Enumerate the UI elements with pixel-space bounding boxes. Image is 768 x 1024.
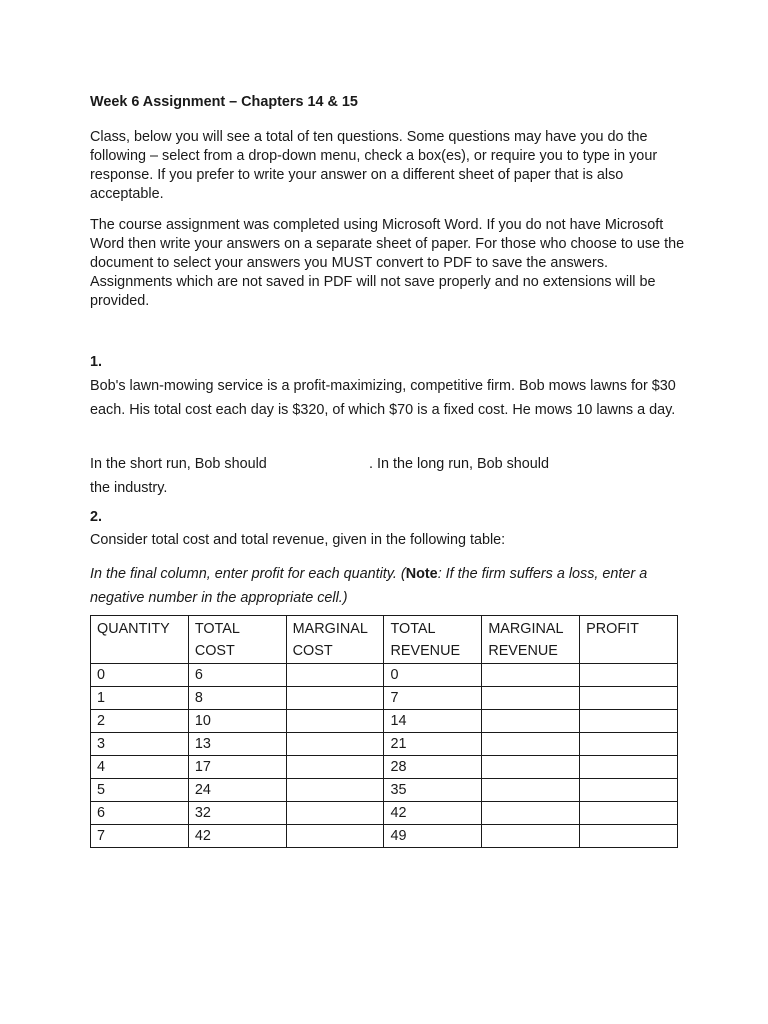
total-revenue-cell: 28 (384, 756, 482, 779)
total-cost-cell: 8 (188, 687, 286, 710)
marginal-cost-cell[interactable] (286, 825, 384, 848)
total-revenue-cell: 21 (384, 733, 482, 756)
marginal-cost-cell[interactable] (286, 802, 384, 825)
quantity-cell: 6 (91, 802, 189, 825)
quantity-cell: 1 (91, 687, 189, 710)
question-1-short-run-label: In the short run, Bob should (90, 456, 267, 472)
quantity-cell: 4 (91, 756, 189, 779)
marginal-cost-cell[interactable] (286, 779, 384, 802)
marginal-cost-cell[interactable] (286, 756, 384, 779)
total-revenue-cell: 35 (384, 779, 482, 802)
marginal-cost-cell[interactable] (286, 664, 384, 687)
total-cost-cell: 10 (188, 710, 286, 733)
page-title: Week 6 Assignment – Chapters 14 & 15 (90, 94, 358, 110)
marginal-revenue-cell[interactable] (482, 733, 580, 756)
header-quantity: QUANTITY (91, 616, 189, 664)
total-revenue-cell: 0 (384, 664, 482, 687)
total-revenue-cell: 14 (384, 710, 482, 733)
intro-paragraph: Class, below you will see a total of ten questions. Some questions may have you do the following – select from a drop-down menu, check a box(es), or require you to type in your response. If you prefer to write your answer on a different sheet of paper that is also acceptable. (90, 129, 658, 202)
quantity-cell: 2 (91, 710, 189, 733)
total-cost-cell: 42 (188, 825, 286, 848)
header-marginal-revenue: MARGINAL REVENUE (482, 616, 580, 664)
profit-cell[interactable] (580, 664, 678, 687)
total-cost-cell: 24 (188, 779, 286, 802)
total-cost-cell: 6 (188, 664, 286, 687)
total-cost-cell: 17 (188, 756, 286, 779)
profit-cell[interactable] (580, 802, 678, 825)
total-cost-cell: 13 (188, 733, 286, 756)
profit-cell[interactable] (580, 687, 678, 710)
marginal-revenue-cell[interactable] (482, 664, 580, 687)
question-2-number: 2. (90, 509, 103, 525)
profit-cell[interactable] (580, 710, 678, 733)
table-body (91, 664, 678, 848)
table-row (91, 710, 678, 733)
table-row (91, 802, 678, 825)
question-1-industry-label: the industry. (90, 480, 168, 496)
profit-cell[interactable] (580, 779, 678, 802)
cost-revenue-table (90, 615, 678, 848)
quantity-cell: 0 (91, 664, 189, 687)
question-1-long-run-label: . In the long run, Bob should (369, 456, 550, 472)
marginal-revenue-cell[interactable] (482, 710, 580, 733)
total-revenue-cell: 7 (384, 687, 482, 710)
marginal-revenue-cell[interactable] (482, 756, 580, 779)
total-cost-cell: 32 (188, 802, 286, 825)
marginal-revenue-cell[interactable] (482, 779, 580, 802)
marginal-cost-cell[interactable] (286, 733, 384, 756)
table-row (91, 687, 678, 710)
total-revenue-cell: 49 (384, 825, 482, 848)
question-2-text: Consider total cost and total revenue, given in the following table: (90, 532, 506, 548)
marginal-cost-cell[interactable] (286, 687, 384, 710)
total-revenue-cell: 42 (384, 802, 482, 825)
header-marginal-cost: MARGINAL COST (286, 616, 384, 664)
marginal-cost-cell[interactable] (286, 710, 384, 733)
marginal-revenue-cell[interactable] (482, 825, 580, 848)
profit-cell[interactable] (580, 756, 678, 779)
marginal-revenue-cell[interactable] (482, 687, 580, 710)
marginal-revenue-cell[interactable] (482, 802, 580, 825)
instructions-paragraph: The course assignment was completed using Microsoft Word. If you do not have Microsoft Word then write your answers on a separate sheet of paper. For those who choose to use the document to select your answers you MUST convert to PDF to save the answers. Assignments which are not saved in PDF will not save properly and no extensions will be provided. (90, 217, 685, 309)
header-profit: PROFIT (580, 616, 678, 664)
instruction-suffix: : If the firm suffers a loss, enter a negative number in the appropriate cell.) (90, 566, 648, 606)
quantity-cell: 5 (91, 779, 189, 802)
profit-cell[interactable] (580, 733, 678, 756)
quantity-cell: 7 (91, 825, 189, 848)
instruction-prefix: In the final column, enter profit for each quantity. ( (90, 566, 406, 582)
header-total-revenue: TOTAL REVENUE (384, 616, 482, 664)
table-row (91, 733, 678, 756)
table-row (91, 664, 678, 687)
table-row (91, 825, 678, 848)
table-row (91, 756, 678, 779)
header-total-cost: TOTAL COST (188, 616, 286, 664)
question-2-instruction (90, 562, 690, 610)
note-label: Note (405, 566, 438, 582)
profit-cell[interactable] (580, 825, 678, 848)
question-1-number: 1. (90, 354, 103, 370)
table-row (91, 779, 678, 802)
quantity-cell: 3 (91, 733, 189, 756)
table-header-row (91, 616, 678, 664)
question-1-text: Bob's lawn-mowing service is a profit-maximizing, competitive firm. Bob mows lawns for $30 each. His total cost each day is $320, of which $70 is a fixed cost. He mows 10 lawns a day. (90, 378, 676, 418)
